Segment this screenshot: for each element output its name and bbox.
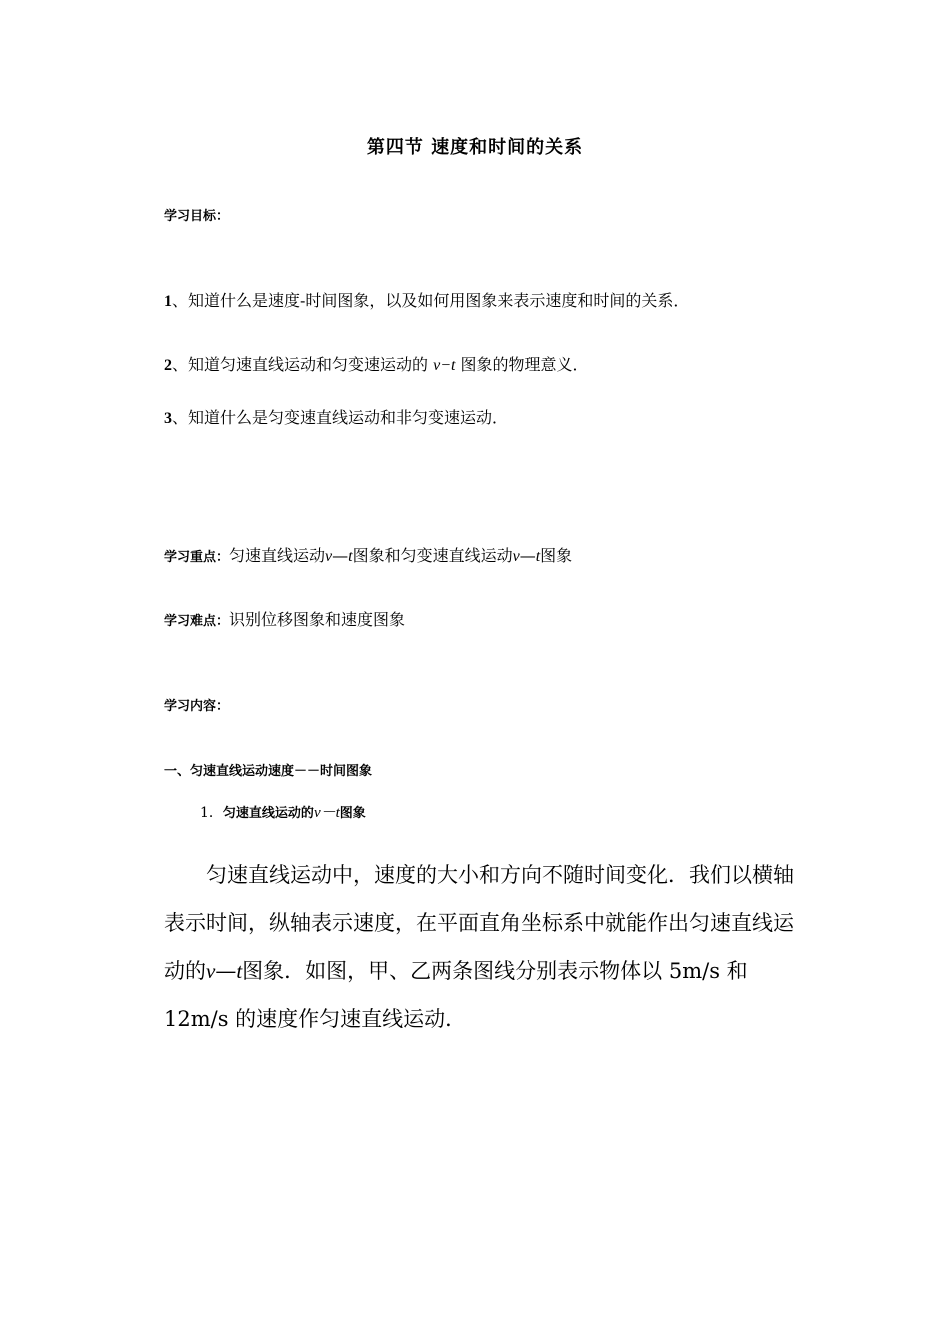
subsection-number: 1． (200, 805, 223, 821)
v-symbol: v (512, 548, 520, 565)
objective-number: 3 (164, 410, 172, 427)
subsection-text: 匀速直线运动的 (222, 806, 314, 821)
dash: — (215, 959, 237, 983)
paragraph-part1: 匀速直线运动中，速度的大小和方向不随时间变化．我们以横轴表示时间，纵轴表示速度，在平面直角坐标系中就能作出匀速直线运动的 (164, 863, 794, 983)
t-symbol: t (535, 548, 541, 565)
objective-text-end: 图象的物理意义． (455, 355, 589, 374)
objective-text: 、知道什么是匀变速直线运动和非匀变速运动． (172, 408, 509, 427)
difficulty-text: 识别位移图象和速度图象 (229, 610, 406, 629)
vt-math: v−t (433, 357, 456, 374)
t-symbol: t (348, 548, 353, 565)
objective-number: 1 (164, 293, 172, 310)
objective-text: 、知道匀速直线运动和匀变速运动的 (172, 355, 434, 374)
objective-number: 2 (164, 357, 172, 374)
body-paragraph (164, 851, 794, 1043)
subsection-heading (200, 801, 366, 822)
dash: — (519, 546, 536, 565)
t-symbol: t (236, 959, 243, 983)
difficulty-label: 学习难点： (164, 614, 230, 629)
key-point-text-b: 图象和匀变速直线运动 (352, 546, 513, 565)
key-point-label: 学习重点： (164, 550, 230, 565)
objectives-label: 学习目标： (164, 209, 230, 224)
content-label: 学习内容： (164, 699, 230, 714)
objective-item-3 (164, 405, 508, 428)
difficulty-line (164, 607, 405, 630)
key-point-text-a: 匀速直线运动 (229, 546, 326, 565)
vt-math: v－t (313, 805, 340, 821)
subsection-text-end: 图象 (339, 806, 366, 821)
v-symbol: v (325, 548, 333, 565)
v-symbol: v (206, 959, 216, 983)
page-title: 第四节 速度和时间的关系 (366, 137, 584, 158)
objective-item-1 (164, 288, 689, 311)
dash: — (332, 546, 349, 565)
key-point-text-c: 图象 (540, 546, 573, 565)
objective-text: 、知道什么是速度-时间图象，以及如何用图象来表示速度和时间的关系． (172, 291, 690, 310)
paragraph-part2: 图象．如图，甲、乙两条图线分别表示物体以 5m/s 和 12m/s 的速度作匀速直线运动． (164, 959, 748, 1031)
key-point-line (164, 543, 572, 566)
section-heading: 一、匀速直线运动速度－－时间图象 (164, 764, 373, 779)
objective-item-2 (164, 352, 589, 375)
